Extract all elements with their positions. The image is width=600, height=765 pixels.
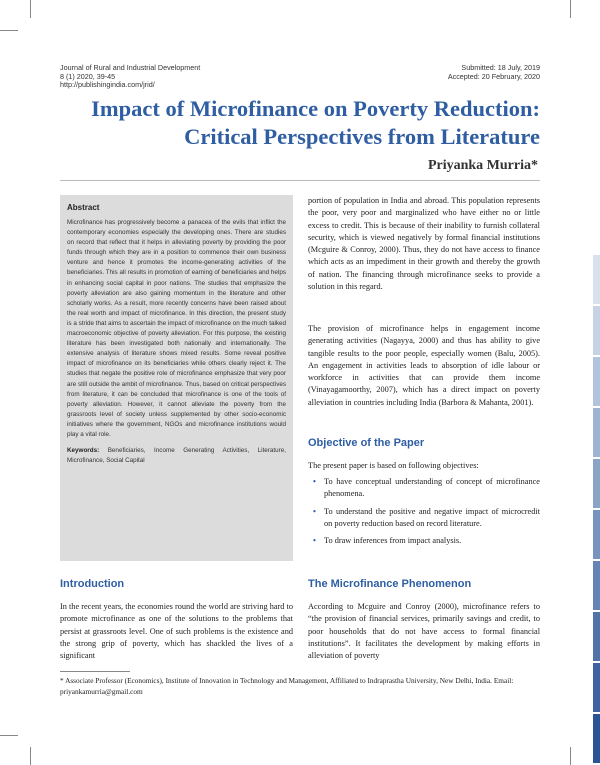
- crop-mark: [30, 747, 31, 765]
- objective-intro: The present paper is based on following objectives:: [308, 461, 479, 470]
- journal-url[interactable]: http://publishingindia.com/jrid/: [60, 80, 155, 90]
- crop-mark: [0, 735, 18, 736]
- phenomenon-text: According to Mcguire and Conroy (2000), microfinance refers to “the provision of financial services, primarily savings and credit, to poor households that do not have access to formal financial institutions”. It facilitates the development by making efforts in alleviation of poverty: [308, 602, 540, 661]
- side-band-segment: [593, 306, 600, 355]
- paper-title: [60, 95, 540, 151]
- objective-item: • To understand the positive and negative impact of microcredit on poverty reduction based on record literature.: [308, 506, 540, 531]
- footnote: * Associate Professor (Economics), Institute of Innovation in Technology and Management, Affiliated to Indraprastha University, New Delhi, India. Email: priyankamurria@gmail.com: [60, 676, 514, 696]
- crop-mark: [30, 0, 31, 18]
- journal-name: Journal of Rural and Industrial Development: [60, 63, 201, 72]
- introduction-text: In the recent years, the economies round the world are striving hard to promote microfinance as one of the solutions to the problems that persist at grassroots level. One of such problems is the existence and the strong grip of poverty, which has shackled the lives of a significant: [60, 602, 293, 661]
- right-paragraph-2: The provision of microfinance helps in engagement income generating activities (Nagayya, 2000) and thus has ability to give tangible results to the poor people, especially women (Balu, 2005). An engagement in activities leads to absorption of idle labour or workforce in activities that can provide them income (Vinayagamoorthy, 2007), which has a direct impact on poverty alleviation in countries including India (Barbora & Mahanta, 2001).: [308, 324, 540, 407]
- author-name: Priyanka Murria*: [427, 158, 538, 173]
- journal-info: [60, 64, 200, 90]
- right-paragraph-1: portion of population in India and abroad. This population represents the poor, very poor and marginalized who have either no or little excess to credit. This is because of their inability to furnish collateral security, which is viewed negatively by formal financial institutions (Mcguire & Conroy, 2000). Thus, they do not have access to finance which acts as an impediment in their growth and thereby the growth of nation. The financing through microfinance seeks to provide a solution in this regard.: [308, 196, 540, 292]
- abstract-heading: Abstract: [67, 203, 100, 212]
- side-band-segment: [593, 561, 600, 610]
- side-band-segment: [593, 408, 600, 457]
- side-band-segment: [593, 510, 600, 559]
- footnote-divider: [60, 671, 130, 672]
- title-line-2: Critical Perspectives from Literature: [184, 124, 540, 149]
- abstract-text: Microfinance has progressively become a panacea of the evils that inflict the contemporary economies especially the developing ones. There are studies on record that reflect that it helps in alleviating poverty by providing the poor funds through which they are in a position to commence their own business venture and hence it promotes the income-generating activities of the beneficiaries. This all results in promotion of earning of beneficiaries and helps in enhancing social capital in poor nations. The studies that emphasize the poverty alleviation are also gaining momentum in the literature and other scholarly works. As a result, more recently concerns have been raised about the real worth and impact of microfinance. In this direction, the present study is a stride that aims to ascertain the impact of microfinance on the much talked macroeconomic objective of poverty alleviation. For this purpose, the existing literature has been investigated both nationally and internationally. The extensive analysis of literature shows mixed results. Some reveal positive impact of microfinance on its beneficiaries while others clearly reject it. The studies that negate the positive role of microfinance emphasize that very poor are still outside the ambit of microfinance. Thus, based on critical perspectives from literature, it can be concluded that microfinance is one of the tools of poverty alleviation. However, it cannot alleviate the poverty from the grassroots level of society unless supplemented by other socio-economic initiatives where the government, NGOs and microfinance institutions would play a vital role.: [67, 219, 286, 438]
- accepted-date: Accepted: 20 February, 2020: [447, 71, 540, 81]
- crop-mark: [570, 0, 571, 18]
- side-band-segment: [593, 459, 600, 508]
- title-line-1: Impact of Microfinance on Poverty Reduction:: [91, 96, 540, 121]
- phenomenon-heading: The Microfinance Phenomenon: [308, 578, 472, 590]
- objective-heading: Objective of the Paper: [308, 437, 425, 449]
- crop-mark: [0, 30, 18, 31]
- side-band-segment: [593, 612, 600, 661]
- objective-item: • To draw inferences from impact analysis.: [308, 535, 540, 547]
- objective-item: • To have conceptual understanding of concept of microfinance phenomena.: [308, 476, 540, 501]
- keywords-list: Beneficiaries, Income Generating Activities, Literature, Microfinance, Social Capital: [67, 447, 287, 465]
- submitted-date: Submitted: 18 July, 2019: [461, 63, 540, 72]
- side-band-segment: [593, 255, 600, 304]
- title-divider: [60, 180, 540, 181]
- objectives-list: [308, 476, 540, 552]
- abstract-box: [60, 195, 293, 561]
- journal-volume: 8 (1) 2020, 39-45: [60, 71, 116, 81]
- introduction-heading: Introduction: [60, 578, 125, 590]
- keywords-label: Keywords:: [67, 447, 100, 455]
- side-band-segment: [593, 714, 600, 763]
- crop-mark: [570, 747, 571, 765]
- keywords: [67, 446, 286, 466]
- submission-dates: [448, 64, 540, 81]
- side-band-segment: [593, 663, 600, 712]
- side-band-segment: [593, 357, 600, 406]
